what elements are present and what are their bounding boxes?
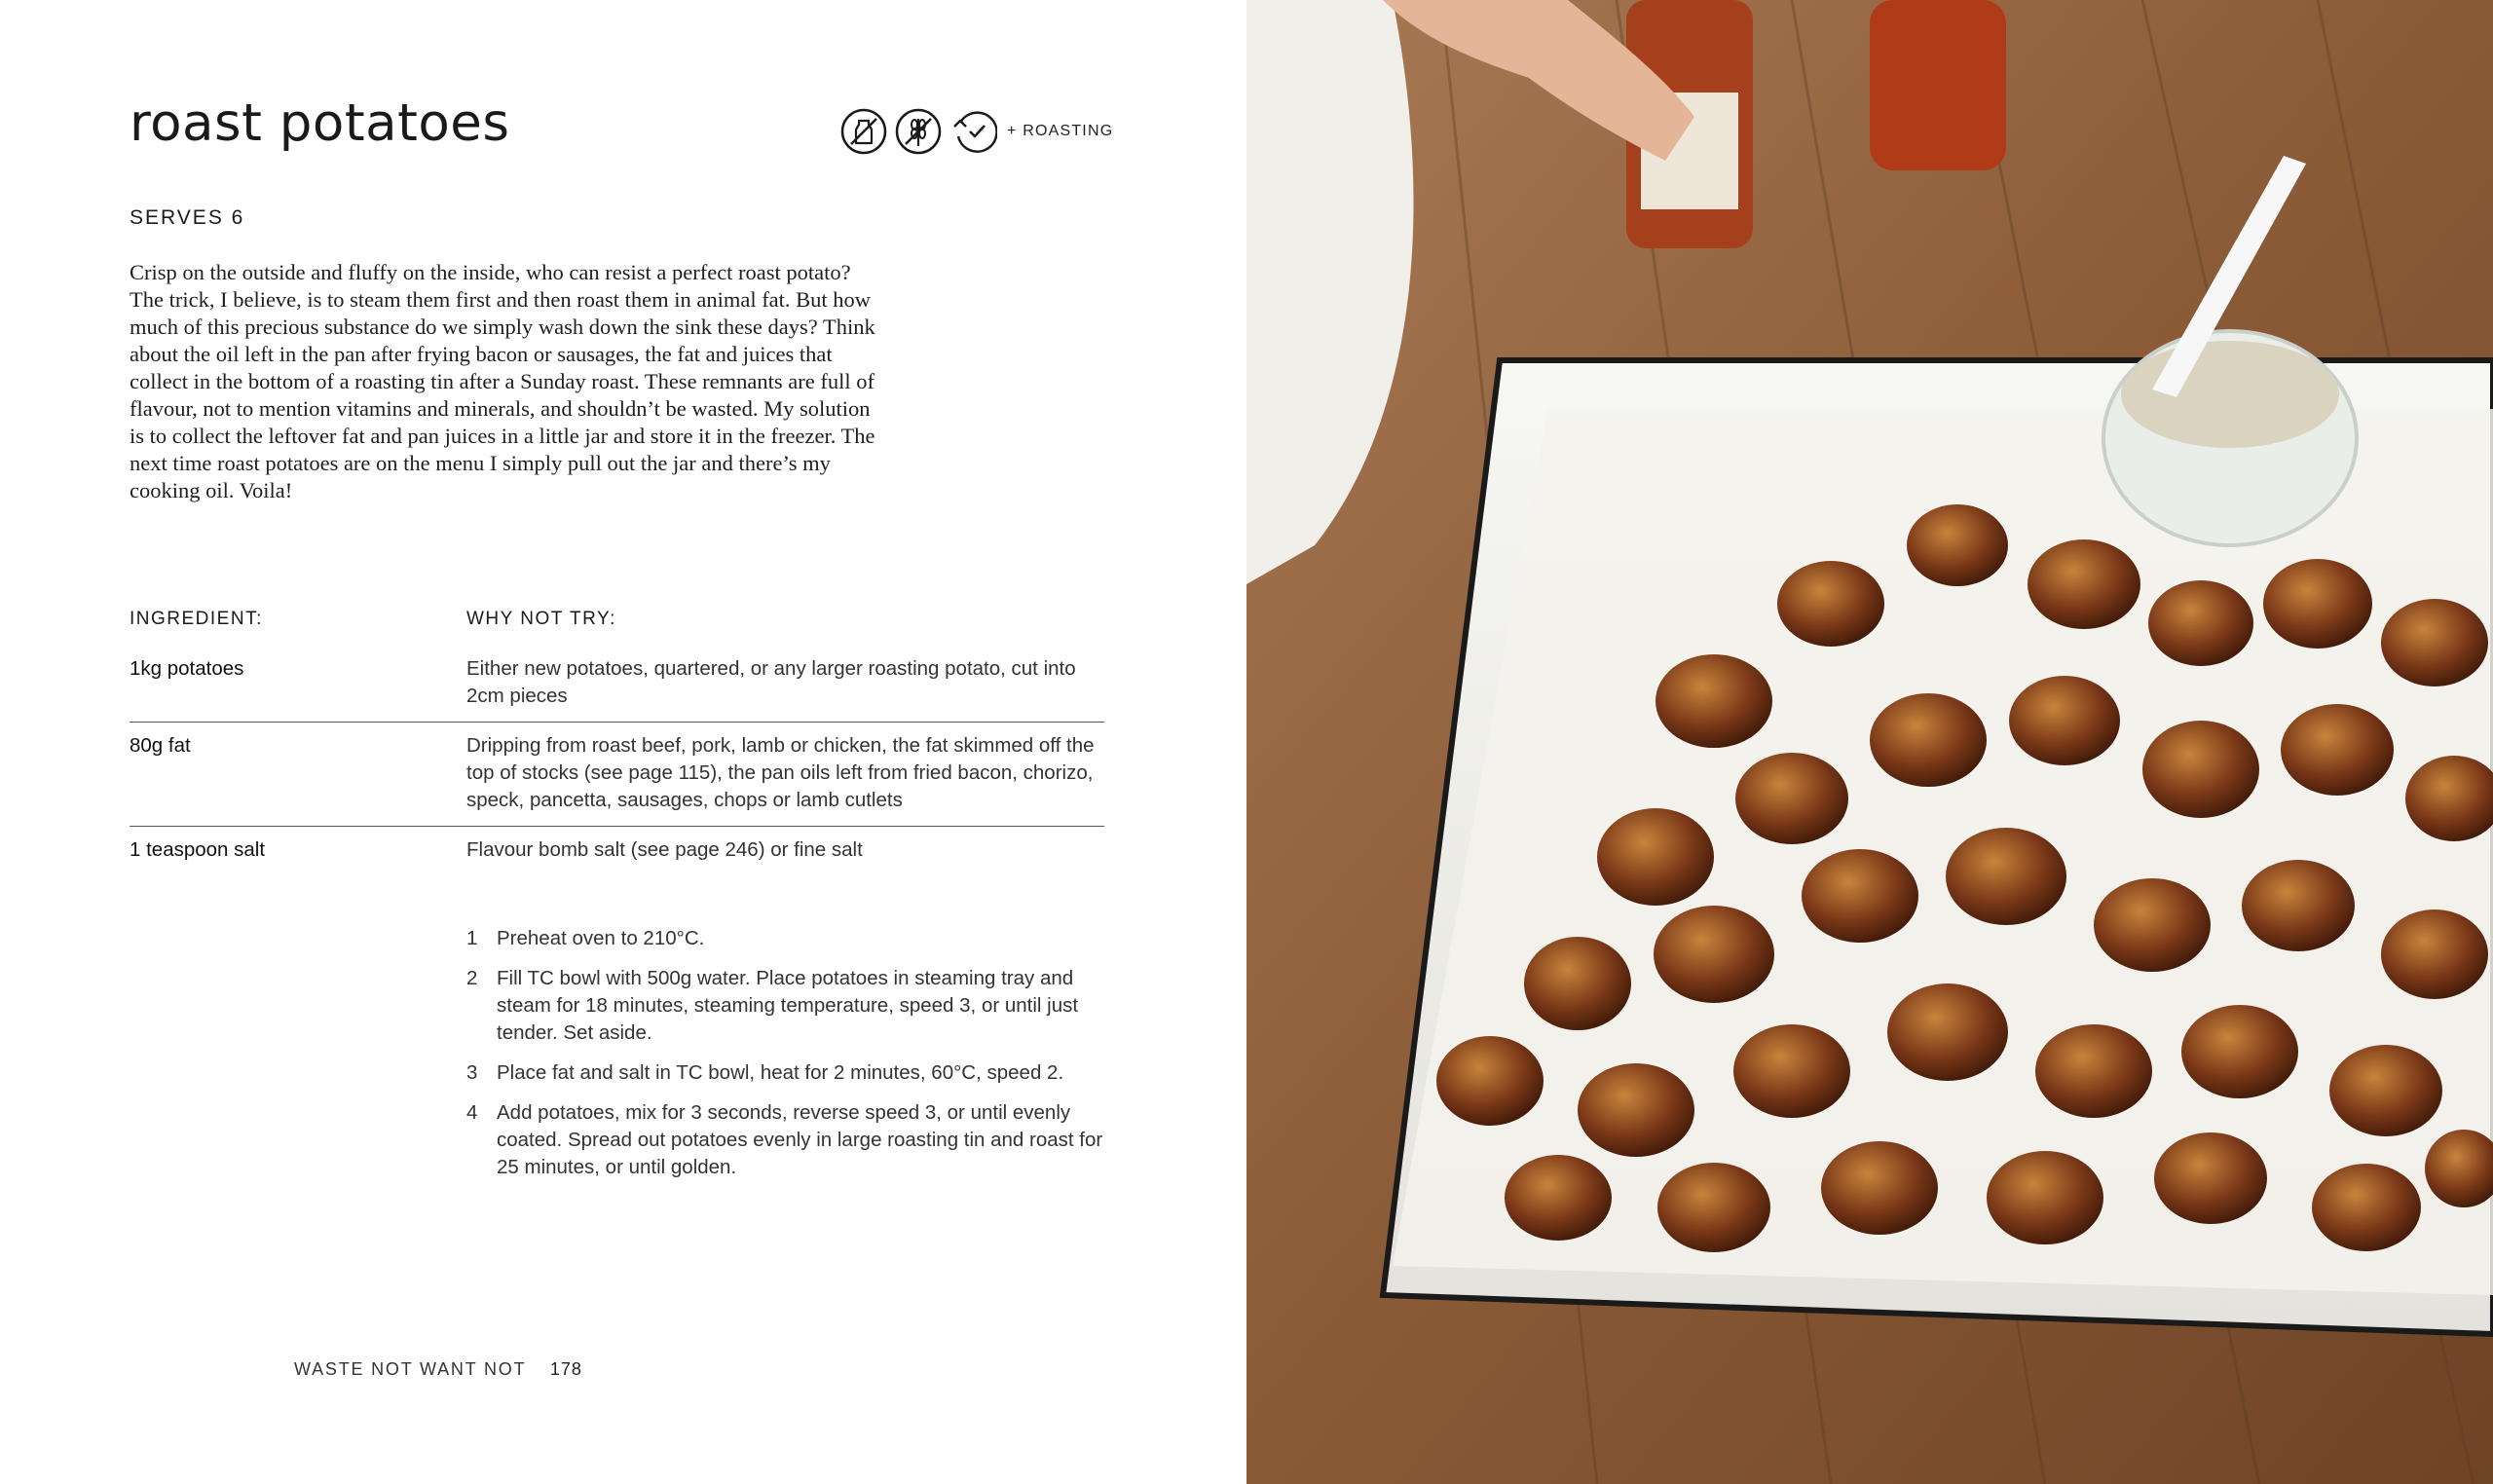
- dairy-free-icon: [839, 107, 888, 156]
- step-text: Preheat oven to 210°C.: [497, 927, 705, 949]
- table-row: [130, 827, 1104, 876]
- ingredient-cell: 80g fat: [130, 723, 466, 827]
- why-not-try-column-header: WHY NOT TRY:: [466, 609, 616, 629]
- dietary-icons: [839, 105, 1113, 158]
- table-row: [130, 646, 1104, 723]
- page-number: 178: [549, 1359, 582, 1379]
- alternative-cell: Flavour bomb salt (see page 246) or fine salt: [466, 838, 863, 861]
- method-step: [466, 925, 1109, 952]
- sauce-jar: [1870, 0, 2006, 170]
- method-step: [466, 1099, 1109, 1181]
- cooking-method-note: + ROASTING: [1007, 123, 1114, 139]
- recipe-page: [0, 0, 1246, 1484]
- step-number: 1: [466, 927, 478, 949]
- section-name: WASTE NOT WANT NOT: [294, 1359, 527, 1379]
- recipe-title: roast potatoes: [130, 93, 510, 153]
- gluten-free-icon: [894, 107, 943, 156]
- step-number: 3: [466, 1061, 478, 1084]
- alternative-cell: Dripping from roast beef, pork, lamb or chicken, the fat skimmed off the top of stocks (see page 115), the pan oils left from fried bacon, chorizo, speck, pancetta, sausages, chops or lamb cutlets: [466, 723, 1104, 827]
- time-icon: [949, 107, 997, 156]
- alternative-cell: Either new potatoes, quartered, or any larger roasting potato, cut into 2cm pieces: [466, 646, 1104, 723]
- recipe-intro: Crisp on the outside and fluffy on the inside, who can resist a perfect roast potato? The trick, I believe, is to steam them first and then roast them in animal fat. But how much of this precious substance do we simply wash down the sink these days? Think about the oil left in the pan after frying bacon or sausages, the fat and juices that collect in the bottom of a roasting tin after a Sunday roast. These remnants are full of flavour, not to mention vitamins and minerals, and shouldn’t be wasted. My solution is to collect the leftover fat and pan juices in a little jar and store it in the freezer. The next time roast potatoes are on the menu I simply pull out the jar and there’s my cooking oil. Voila!: [130, 260, 875, 502]
- step-number: 2: [466, 967, 478, 989]
- page-footer: [294, 1359, 582, 1380]
- step-text: Fill TC bowl with 500g water. Place potatoes in steaming tray and steam for 18 minutes, steaming temperature, speed 3, or until just tender. Set aside.: [497, 967, 1079, 1044]
- ingredient-table: [130, 609, 1104, 875]
- step-number: 4: [466, 1101, 478, 1124]
- ingredient-cell: 1kg potatoes: [130, 646, 466, 723]
- method-step: [466, 1059, 1109, 1087]
- ingredient-cell: 1 teaspoon salt: [130, 838, 266, 861]
- serves-label: SERVES 6: [130, 206, 245, 229]
- herb-dip: [2121, 341, 2339, 448]
- step-text: Place fat and salt in TC bowl, heat for 2 minutes, 60°C, speed 2.: [497, 1061, 1064, 1084]
- method-step: [466, 965, 1109, 1047]
- method-steps: [466, 925, 1109, 1194]
- table-row: [130, 723, 1104, 827]
- ingredient-column-header: INGREDIENT:: [130, 609, 263, 629]
- step-text: Add potatoes, mix for 3 seconds, reverse speed 3, or until evenly coated. Spread out potatoes evenly in large roasting tin and roast for 25 minutes, or until golden.: [497, 1101, 1103, 1178]
- roast-potatoes-photo: [1246, 0, 2493, 1484]
